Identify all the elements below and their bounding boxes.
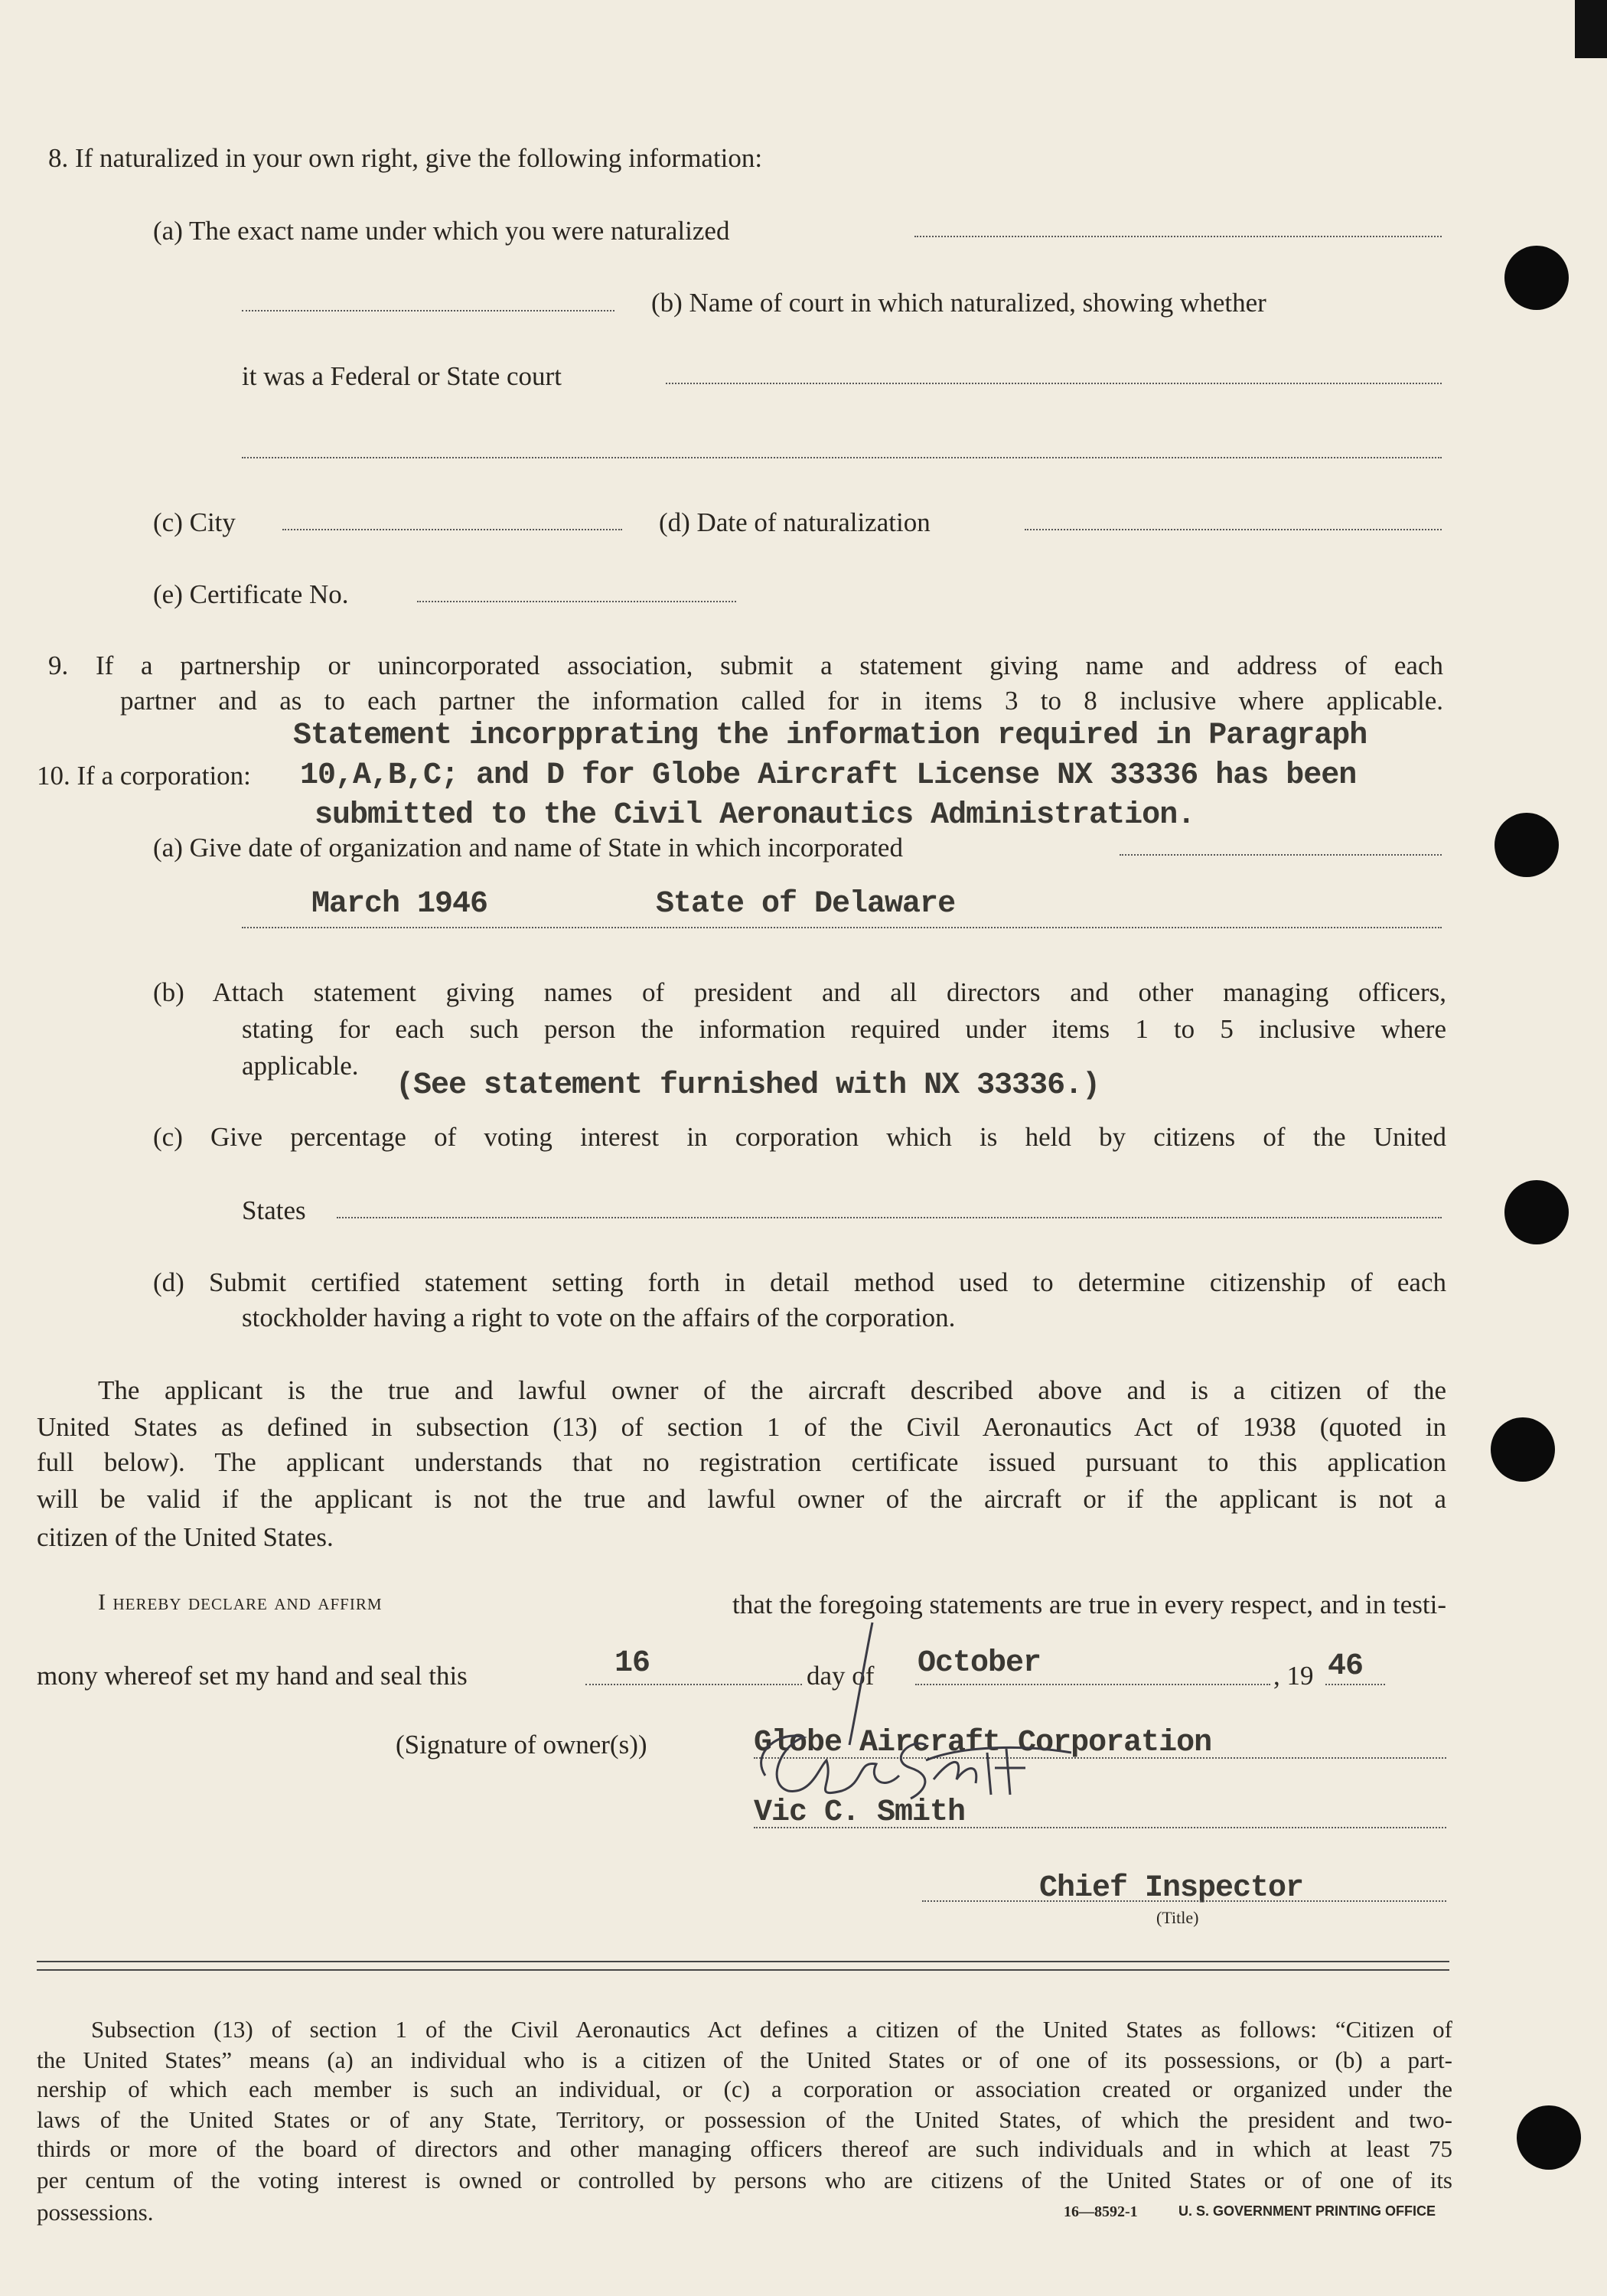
punch-hole [1504, 1180, 1569, 1244]
footer-line: nership of which each member is such an individual, or (c) a corporation or association created or organized under the [37, 2076, 1452, 2102]
month-value: October [918, 1646, 1041, 1681]
signer-field [754, 1827, 1446, 1828]
org-state-value: State of Delaware [656, 887, 956, 921]
year-prefix: , 19 [1273, 1661, 1314, 1691]
item8-e-label: (e) Certificate No. [153, 579, 349, 609]
item10-typed-line1: Statement incorpprating the information required in Paragraph [293, 719, 1367, 753]
divider-rule [37, 1969, 1449, 1971]
item8-b-label: (b) Name of court in which naturalized, showing whether [651, 288, 1266, 318]
item10-b-line2: stating for each such person the information required under items 1 to 5 inclusive where [242, 1014, 1446, 1044]
declaration-line: full below). The applicant understands that no registration certificate issued pursuant to this application [37, 1447, 1446, 1477]
scan-edge [1575, 0, 1607, 58]
item10-c-line2: States [242, 1195, 306, 1225]
declaration-line: will be valid if the applicant is not the true and lawful owner of the aircraft or if the applicant is not a [37, 1484, 1446, 1514]
item8-d-label: (d) Date of naturalization [659, 507, 931, 537]
certificate-field [417, 601, 736, 602]
item10-typed-line3: submitted to the Civil Aeronautics Administration. [315, 798, 1195, 833]
item10-c-line1: (c) Give percentage of voting interest in corporation which is held by citizens of the United [153, 1122, 1446, 1152]
punch-hole [1491, 1417, 1555, 1482]
item10-a-label: (a) Give date of organization and name of State in which incorporated [153, 833, 903, 863]
court-field-cont [242, 457, 1442, 458]
item10-d-line1: (d) Submit certified statement setting forth in detail method used to determine citizenship of each [153, 1267, 1446, 1297]
naturalization-date-field [1025, 529, 1442, 530]
voting-percentage-field [337, 1217, 1442, 1218]
affirm-rest: that the foregoing statements are true in every respect, and in testi- [732, 1590, 1446, 1619]
mony-label: mony whereof set my hand and seal this [37, 1661, 468, 1691]
org-date-field [242, 927, 1442, 928]
city-field [282, 529, 622, 530]
title-typed: Chief Inspector [1039, 1871, 1304, 1906]
footer-line: Subsection (13) of section 1 of the Civil Aeronautics Act defines a citizen of the United States as follows: “Citizen of [91, 2016, 1452, 2043]
footer-line: per centum of the voting interest is owned or controlled by persons who are citizens of the United States or of one of its [37, 2167, 1452, 2193]
footer-line: laws of the United States or of any State, Territory, or possession of the United States, of which the president and two- [37, 2106, 1452, 2133]
divider-rule [37, 1961, 1449, 1962]
year-field [1325, 1684, 1385, 1685]
item8-b2-label: it was a Federal or State court [242, 361, 562, 391]
title-field [922, 1900, 1446, 1902]
day-of-label: day of [807, 1661, 875, 1691]
day-value: 16 [614, 1646, 650, 1681]
punch-hole [1504, 246, 1569, 310]
signer-typed: Vic C. Smith [754, 1795, 966, 1830]
form-number: 16—8592-1 [1064, 2203, 1138, 2220]
item9-line1: 9. If a partnership or unincorporated association, submit a statement giving name and address of each [48, 651, 1443, 680]
item8-heading: 8. If naturalized in your own right, give the following information: [48, 143, 763, 173]
affirm-caps: I hereby declare and affirm [98, 1590, 383, 1615]
item10-d-line2: stockholder having a right to vote on the affairs of the corporation. [242, 1303, 956, 1332]
owner-typed: Globe Aircraft Corporation [754, 1726, 1212, 1760]
item9-line2: partner and as to each partner the information called for in items 3 to 8 inclusive where applicable. [120, 686, 1443, 716]
item10-typed-line2: 10,A,B,C; and D for Globe Aircraft License NX 33336 has been [300, 758, 1357, 793]
title-label: (Title) [1156, 1908, 1199, 1927]
year-value: 46 [1328, 1649, 1364, 1684]
declaration-line: United States as defined in subsection (13) of section 1 of the Civil Aeronautics Act of 1938 (quoted in [37, 1412, 1446, 1442]
footer-line: thirds or more of the board of directors and other managing officers thereof are such individuals and in which at least 75 [37, 2135, 1452, 2162]
declaration-line: citizen of the United States. [37, 1522, 334, 1552]
handwritten-signature [735, 1615, 1117, 1821]
item10-label: 10. If a corporation: [37, 761, 251, 791]
signature-label: (Signature of owner(s)) [396, 1730, 647, 1760]
org-date-value: March 1946 [311, 887, 488, 921]
footer-line: the United States” means (a) an individual who is a citizen of the United States or of one of its possessions, or (b) a part- [37, 2047, 1452, 2073]
punch-hole [1495, 813, 1559, 877]
item8-a-label: (a) The exact name under which you were naturalized [153, 216, 730, 246]
naturalized-name-field [914, 236, 1442, 237]
item10-b-line1: (b) Attach statement giving names of president and all directors and other managing officers, [153, 977, 1446, 1007]
naturalized-name-field-cont [242, 310, 614, 311]
item8-c-label: (c) City [153, 507, 236, 537]
court-field [666, 383, 1442, 384]
punch-hole [1517, 2105, 1581, 2170]
affirmation-line [98, 1591, 1446, 1618]
item10-b-typed: (See statement furnished with NX 33336.) [396, 1068, 1100, 1103]
item10-b-line3: applicable. [242, 1051, 359, 1081]
declaration-line: The applicant is the true and lawful owner of the aircraft described above and is a citizen of the [98, 1375, 1446, 1405]
footer-line: possessions. [37, 2199, 154, 2226]
printer-imprint: U. S. GOVERNMENT PRINTING OFFICE [1178, 2203, 1436, 2219]
org-date-field-lead [1120, 854, 1442, 856]
